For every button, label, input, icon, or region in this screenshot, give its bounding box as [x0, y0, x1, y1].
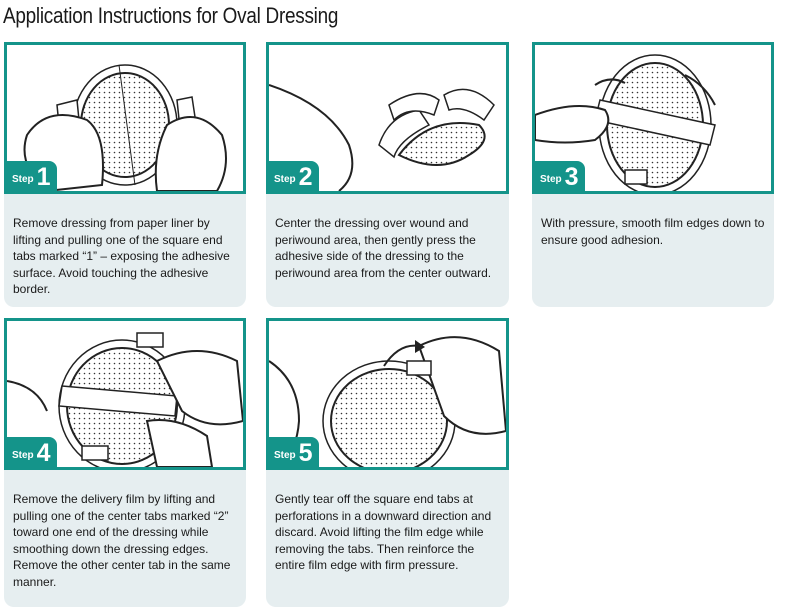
step-4-number: 4 [36, 439, 51, 467]
step-2-label: Step [274, 174, 296, 185]
step-4-illustration [4, 318, 246, 470]
step-1-illustration [4, 42, 246, 194]
step-5-label: Step [274, 450, 296, 461]
step-2-text: Center the dressing over wound and periwound area, then gently press the adhesive side of the dressing to the periwound area from the center outward. [275, 216, 492, 280]
step-5-badge [269, 437, 319, 467]
step-2-badge [269, 161, 319, 191]
step-5-number: 5 [298, 439, 313, 467]
step-1-number: 1 [36, 163, 51, 191]
step-5-illustration [266, 318, 509, 470]
step-2-illustration [266, 42, 509, 194]
step-4-badge [7, 437, 57, 467]
step-4-text: Remove the delivery film by lifting and pulling one of the center tabs marked “2” toward one end of the dressing while smoothing down the dressing edges. Remove the other center tab in the same manner. [13, 492, 231, 589]
step-3-badge [535, 161, 585, 191]
step-1-label: Step [12, 174, 34, 185]
step-3-text: With pressure, smooth film edges down to ensure good adhesion. [541, 216, 765, 247]
step-card-1 [4, 42, 246, 307]
step-1-badge [7, 161, 57, 191]
step-1-text: Remove dressing from paper liner by lifting and pulling one of the square end tabs marked “1” – exposing the adhesive surface. Avoid touching the adhesive border. [13, 216, 230, 296]
step-card-5 [266, 318, 509, 607]
page-title: Application Instructions for Oval Dressing [3, 3, 339, 28]
step-5-text: Gently tear off the square end tabs at perforations in a downward direction and discard. Avoid lifting the film edge while removing the tabs. Then reinforce the entire film edge with firm pressure. [275, 492, 492, 572]
step-card-3 [532, 42, 774, 307]
step-3-label: Step [540, 174, 562, 185]
step-2-number: 2 [298, 163, 313, 191]
step-3-illustration [532, 42, 774, 194]
step-3-number: 3 [564, 163, 579, 191]
step-card-4 [4, 318, 246, 607]
step-card-2 [266, 42, 509, 307]
step-4-label: Step [12, 450, 34, 461]
